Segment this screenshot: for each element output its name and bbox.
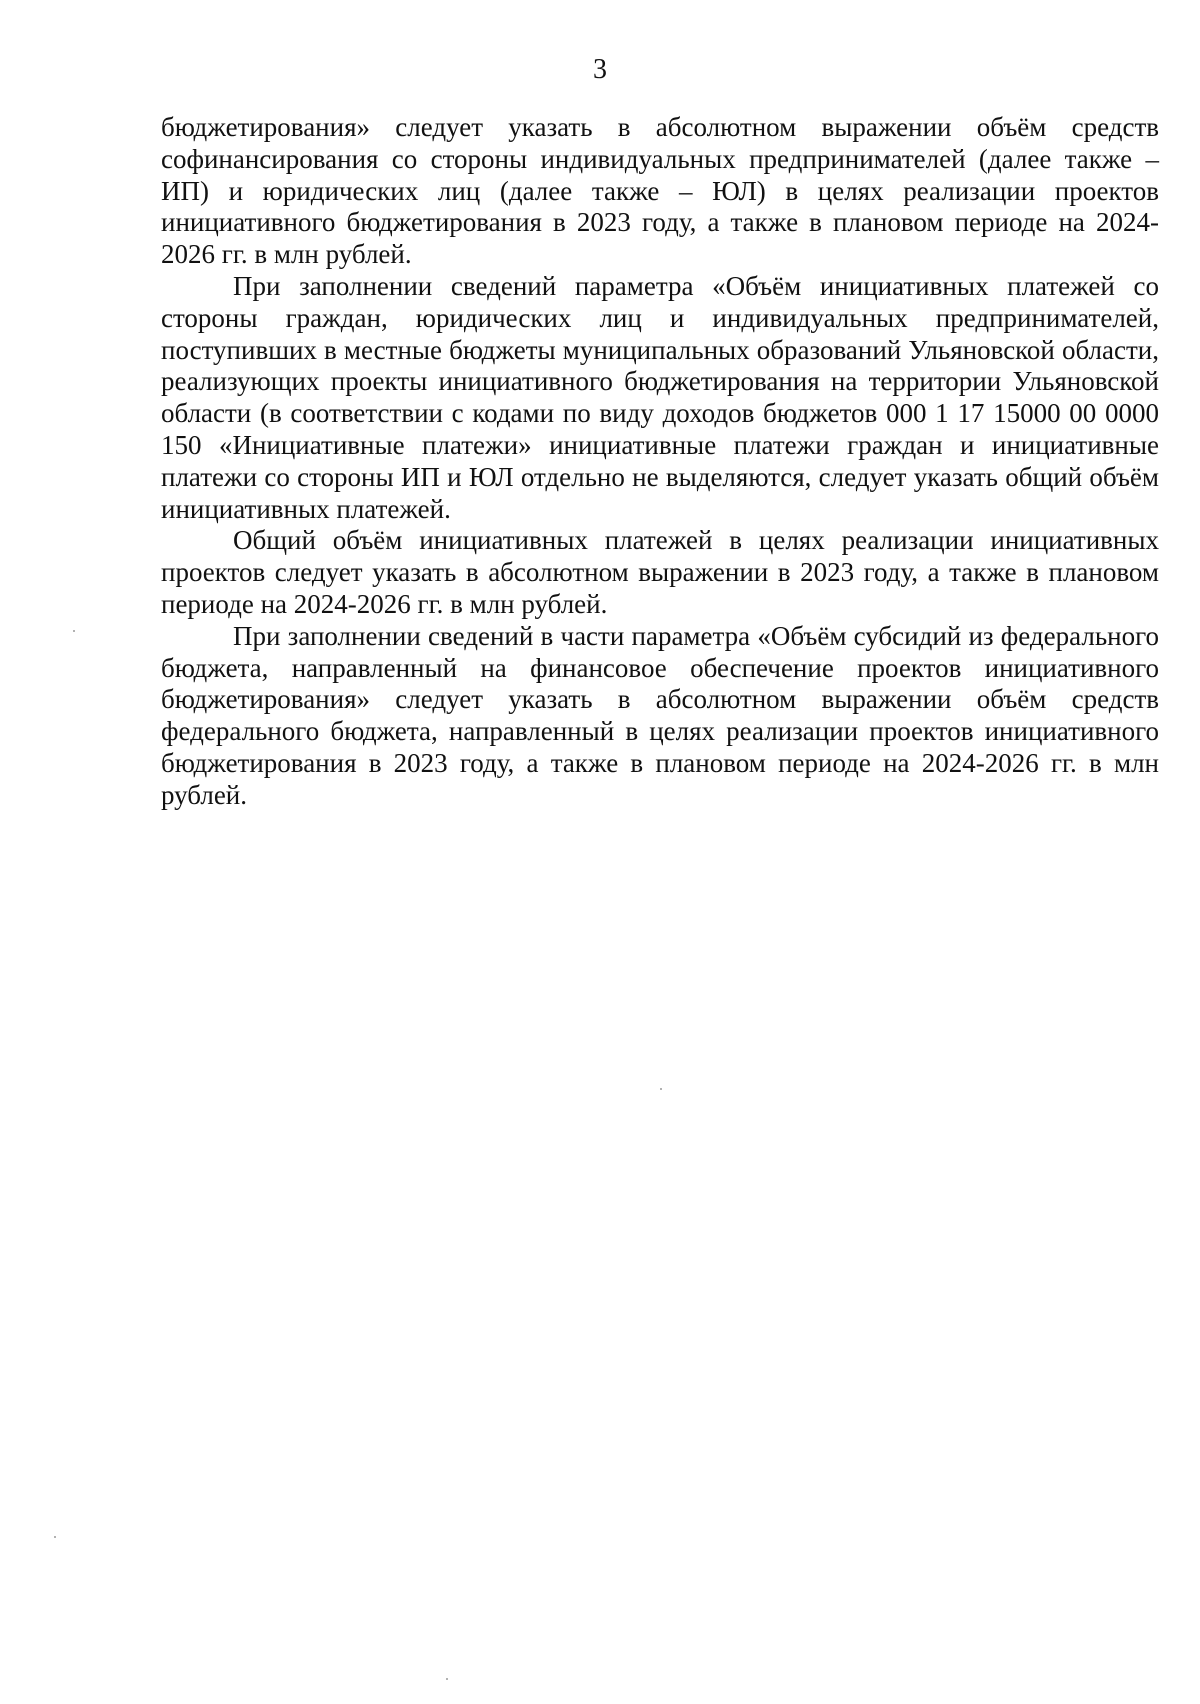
scan-speck — [54, 1536, 56, 1538]
scan-speck — [660, 1088, 662, 1090]
paragraph-total-payments: Общий объём инициативных платежей в целях реализации инициативных проектов следует указать в абсолютном выражении в 2023 году, а также в плановом периоде на 2024-2026 гг. в млн рублей. — [161, 525, 1159, 619]
page-number: 3 — [593, 54, 607, 85]
scan-speck — [446, 1678, 448, 1680]
document-body — [161, 112, 1159, 812]
paragraph-initiative-payments: При заполнении сведений параметра «Объём инициативных платежей со стороны граждан, юридических лиц и индивидуальных предпринимателей, поступивших в местные бюджеты муниципальных образований Ульяновской области, реализующих проекты инициативного бюджетирования на территории Ульяновской области (в соответствии с кодами по виду доходов бюджетов 000 1 17 15000 00 0000 150 «Инициативные платежи» инициативные платежи граждан и инициативные платежи со стороны ИП и ЮЛ отдельно не выделяются, следует указать общий объём инициативных платежей. — [161, 270, 1159, 524]
scan-speck — [73, 630, 75, 632]
paragraph-federal-subsidies: При заполнении сведений в части параметра «Объём субсидий из федерального бюджета, направленный на финансовое обеспечение проектов инициативного бюджетирования» следует указать в абсолютном выражении объём средств федерального бюджета, направленный в целях реализации проектов инициативного бюджетирования в 2023 году, а также в плановом периоде на 2024-2026 гг. в млн рублей. — [161, 620, 1159, 810]
paragraph-continuation: бюджетирования» следует указать в абсолютном выражении объём средств софинансирования со стороны индивидуальных предпринимателей (далее также – ИП) и юридических лиц (далее также – ЮЛ) в целях реализации проектов инициативного бюджетирования в 2023 году, а также в плановом периоде на 2024-2026 гг. в млн рублей. — [161, 112, 1159, 270]
